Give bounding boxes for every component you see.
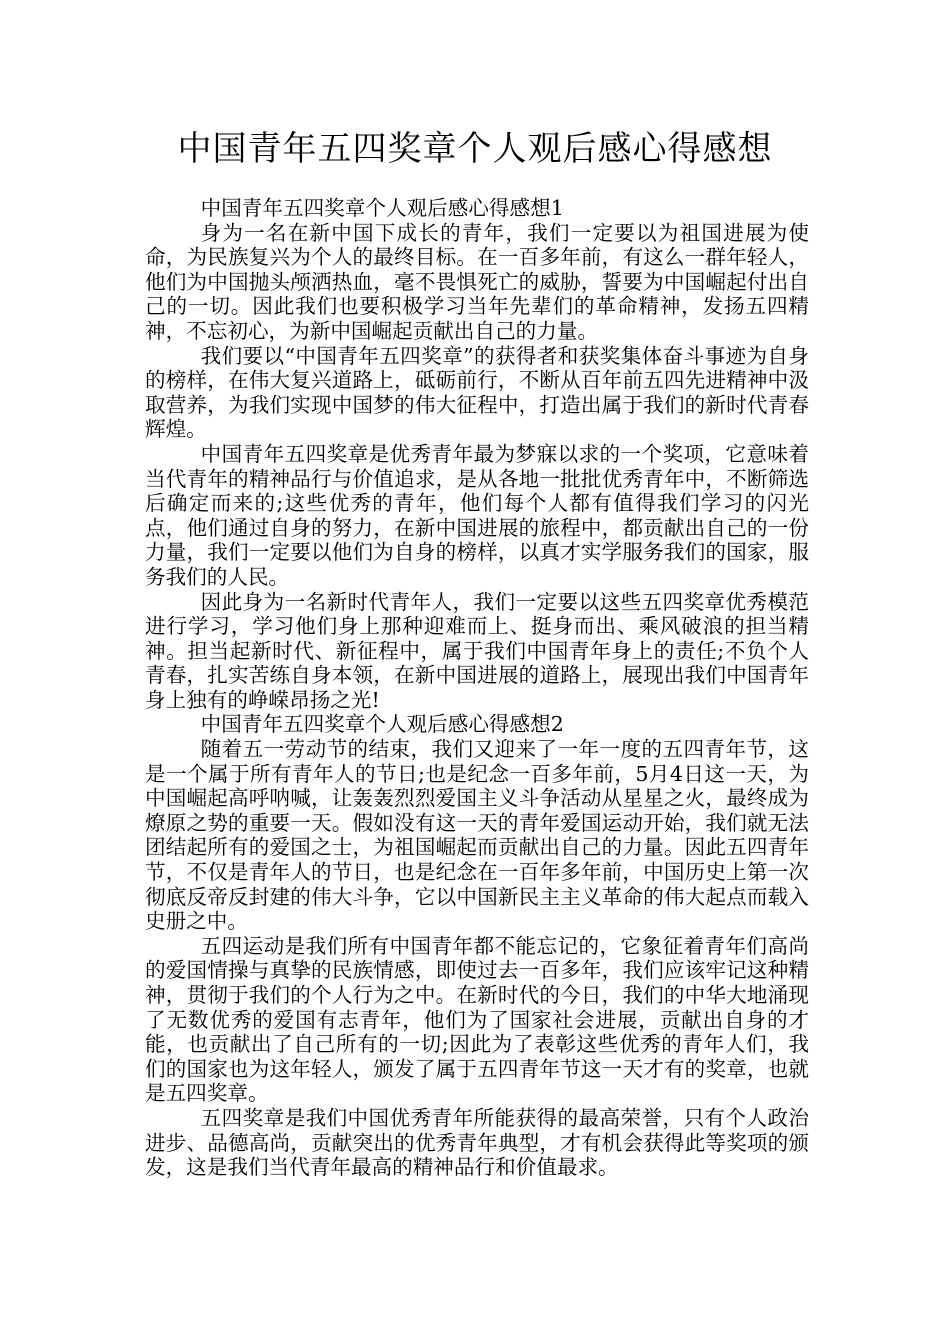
paragraph: 身为一名在新中国下成长的青年，我们一定要以为祖国进展为使命，为民族复兴为个人的最终目标。在一百多年前，有这么一群年轻人，他们为中国抛头颅洒热血，毫不畏惧死亡的威胁，誓要为中国崛起付出自己的一切。因此我们也要积极学习当年先辈们的革命精神，发扬五四精神，不忘初心，为新中国崛起贡献出自己的力量。: [145, 220, 809, 343]
paragraph: 中国青年五四奖章是优秀青年最为梦寐以求的一个奖项，它意味着当代青年的精神品行与价值追求，是从各地一批批优秀青年中，不断筛选后确定而来的;这些优秀的青年，他们每个人都有值得我们学习的闪光点，他们通过自身的努力，在新中国进展的旅程中，都贡献出自己的一份力量，我们一定要以他们为自身的榜样，以真才实学服务我们的国家，服务我们的人民。: [145, 441, 809, 589]
paragraph: 五四运动是我们所有中国青年都不能忘记的，它象征着青年们高尚的爱国情操与真挚的民族情感，即使过去一百多年，我们应该牢记这种精神，贯彻于我们的个人行为之中。在新时代的今日，我们的中华大地涌现了无数优秀的爱国有志青年，他们为了国家社会进展，贡献出自身的才能，也贡献出了自己所有的一切;因此为了表彰这些优秀的青年人们，我们的国家也为这年轻人，颁发了属于五四青年节这一天才有的奖章，也就是五四奖章。: [145, 933, 809, 1106]
document-title: 中国青年五四奖章个人观后感心得感想: [177, 129, 773, 169]
paragraph: 五四奖章是我们中国优秀青年所能获得的最高荣誉，只有个人政治进步、品德高尚，贡献突出的优秀青年典型，才有机会获得此等奖项的颁发，这是我们当代青年最高的精神品行和价值最求。: [145, 1105, 809, 1180]
document-body: [145, 196, 809, 1180]
paragraph: 我们要以“中国青年五四奖章”的获得者和获奖集体奋斗事迹为自身的榜样，在伟大复兴道路上，砥砺前行，不断从百年前五四先进精神中汲取营养，为我们实现中国梦的伟大征程中，打造出属于我们的新时代青春辉煌。: [145, 343, 809, 442]
section-heading-2: 中国青年五四奖章个人观后感心得感想2: [200, 712, 564, 737]
section-heading-1: 中国青年五四奖章个人观后感心得感想1: [200, 196, 564, 220]
paragraph: 因此身为一名新时代青年人，我们一定要以这些五四奖章优秀模范进行学习，学习他们身上那种迎难而上、挺身而出、乘风破浪的担当精神。担当起新时代、新征程中，属于我们中国青年身上的责任;不负个人青春，扎实苦练自身本领，在新中国进展的道路上，展现出我们中国青年身上独有的峥嵘昂扬之光!: [145, 589, 809, 712]
paragraph: 随着五一劳动节的结束，我们又迎来了一年一度的五四青年节，这是一个属于所有青年人的节日;也是纪念一百多年前，5月4日这一天，为中国崛起高呼呐喊，让轰轰烈烈爱国主义斗争活动从星星之火，最终成为燎原之势的重要一天。假如没有这一天的青年爱国运动开始，我们就无法团结起所有的爱国之士，为祖国崛起而贡献出自己的力量。因此五四青年节，不仅是青年人的节日，也是纪念在一百年多年前，中国历史上第一次彻底反帝反封建的伟大斗争，它以中国新民主主义革命的伟大起点而载入史册之中。: [145, 737, 809, 934]
